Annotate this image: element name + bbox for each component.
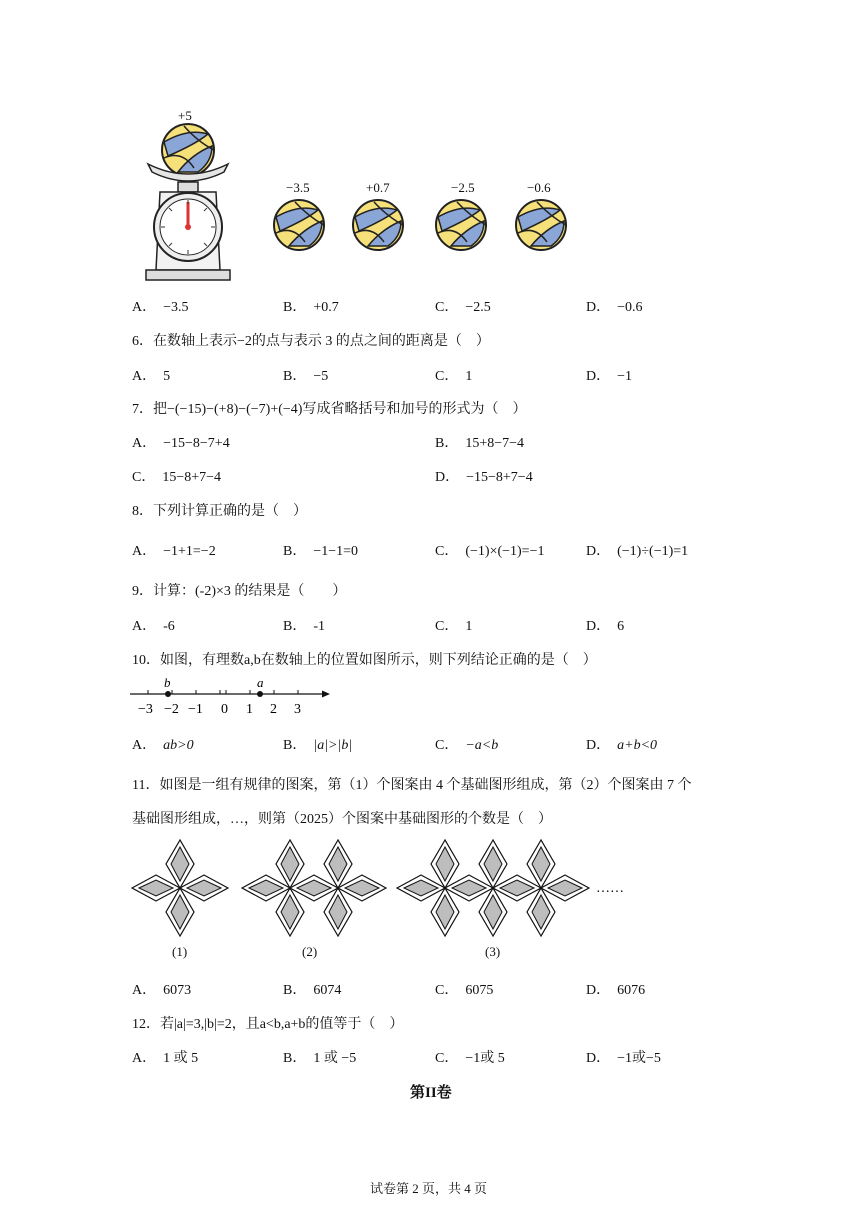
volleyball-icon <box>436 200 486 250</box>
scale-label: +5 <box>178 108 192 123</box>
q11-option-a[interactable]: A． 6073 <box>132 983 192 998</box>
q10-option-d[interactable]: D． a+b<0 <box>586 738 658 753</box>
q8-option-d[interactable]: D． (−1)÷(−1)=1 <box>586 544 689 559</box>
q12-option-d[interactable]: D． −1或−5 <box>586 1051 661 1066</box>
q7-option-d[interactable]: D． −15−8+7−4 <box>435 470 533 485</box>
q6-option-c[interactable]: C． 1 <box>435 369 473 384</box>
q11-stem-line2: 基础图形组成，…，则第（2025）个图案中基础图形的个数是（ ） <box>132 812 552 827</box>
figure-label-2: (2) <box>302 944 318 959</box>
point-b <box>165 691 171 697</box>
q9-stem: 9．计算：(-2)×3 的结果是（ ） <box>132 584 347 599</box>
q9-option-c[interactable]: C． 1 <box>435 619 473 634</box>
figure-label-1: (1) <box>172 944 188 959</box>
q5-option-d[interactable]: D． −0.6 <box>586 300 643 315</box>
q6-option-d[interactable]: D． −1 <box>586 369 633 384</box>
point-a <box>257 691 263 697</box>
q8-stem: 8．下列计算正确的是（ ） <box>132 504 307 519</box>
q8-option-b[interactable]: B． −1−1=0 <box>283 544 359 559</box>
pattern-3 <box>397 840 493 936</box>
q9-option-a[interactable]: A． -6 <box>132 619 175 634</box>
page-footer: 试卷第 2 页，共 4 页 <box>370 1181 488 1196</box>
q5-option-b[interactable]: B． +0.7 <box>283 300 339 315</box>
q10-option-c[interactable]: C． −a<b <box>435 738 499 753</box>
ball-label-2: +0.7 <box>366 180 390 195</box>
pattern-ellipsis: …… <box>596 881 624 896</box>
ball-label-4: −0.6 <box>527 180 551 195</box>
q7-option-a[interactable]: A． −15−8−7+4 <box>132 436 230 451</box>
tick-label: 3 <box>294 702 301 717</box>
q9-option-b[interactable]: B． -1 <box>283 619 326 634</box>
q7-option-b[interactable]: B． 15+8−7−4 <box>435 436 525 451</box>
q10-option-a[interactable]: A． ab>0 <box>132 738 194 753</box>
q10-stem: 10．如图，有理数a,b在数轴上的位置如图所示，则下列结论正确的是（ ） <box>132 653 597 668</box>
tick-label: 2 <box>270 702 277 717</box>
q9-option-d[interactable]: D． 6 <box>586 619 625 634</box>
q8-option-a[interactable]: A． −1+1=−2 <box>132 544 216 559</box>
volleyball-icon <box>162 124 214 176</box>
q11-option-c[interactable]: C． 6075 <box>435 983 494 998</box>
q7-option-c[interactable]: C． 15−8+7−4 <box>132 470 222 485</box>
tick-label: −2 <box>164 702 179 717</box>
tick-label: −1 <box>188 702 203 717</box>
q5-option-c[interactable]: C． −2.5 <box>435 300 491 315</box>
volleyball-icon <box>274 200 324 250</box>
q12-option-a[interactable]: A． 1 或 5 <box>132 1051 199 1066</box>
q8-option-c[interactable]: C． (−1)×(−1)=−1 <box>435 544 545 559</box>
ball-label-3: −2.5 <box>451 180 475 195</box>
tick-label: 1 <box>246 702 253 717</box>
q11-option-d[interactable]: D． 6076 <box>586 983 646 998</box>
pattern-1 <box>132 840 228 936</box>
volleyball-icon <box>516 200 566 250</box>
q12-option-c[interactable]: C． −1或 5 <box>435 1051 505 1066</box>
q11-stem-line1: 11．如图是一组有规律的图案，第（1）个图案由 4 个基础图形组成，第（2）个图案由 7 个 <box>132 778 692 793</box>
figure-label-3: (3) <box>485 944 501 959</box>
tick-label: 0 <box>221 702 228 717</box>
point-a-label: a <box>257 675 264 690</box>
ball-label-1: −3.5 <box>286 180 310 195</box>
pattern-2 <box>242 840 338 936</box>
q12-stem: 12．若|a|=3,|b|=2，且a<b,a+b的值等于（ ） <box>132 1017 404 1032</box>
q7-stem: 7．把−(−15)−(+8)−(−7)+(−4)写成省略括号和加号的形式为（ ） <box>132 402 527 417</box>
weighing-scale-figure <box>140 120 240 285</box>
volleyball-icon <box>353 200 403 250</box>
tick-label: −3 <box>138 702 153 717</box>
q10-option-b[interactable]: B． |a|>|b| <box>283 738 353 753</box>
volleyball-row <box>272 198 572 252</box>
pattern-figure <box>130 838 630 940</box>
point-b-label: b <box>164 675 171 690</box>
q6-option-b[interactable]: B． −5 <box>283 369 329 384</box>
q6-option-a[interactable]: A． 5 <box>132 369 171 384</box>
q6-stem: 6．在数轴上表示−2的点与表示 3 的点之间的距离是（ ） <box>132 334 490 349</box>
q11-option-b[interactable]: B． 6074 <box>283 983 342 998</box>
q5-option-a[interactable]: A． −3.5 <box>132 300 189 315</box>
section-title: 第II卷 <box>410 1085 452 1101</box>
q12-option-b[interactable]: B． 1 或 −5 <box>283 1051 357 1066</box>
number-line-figure <box>126 675 336 720</box>
